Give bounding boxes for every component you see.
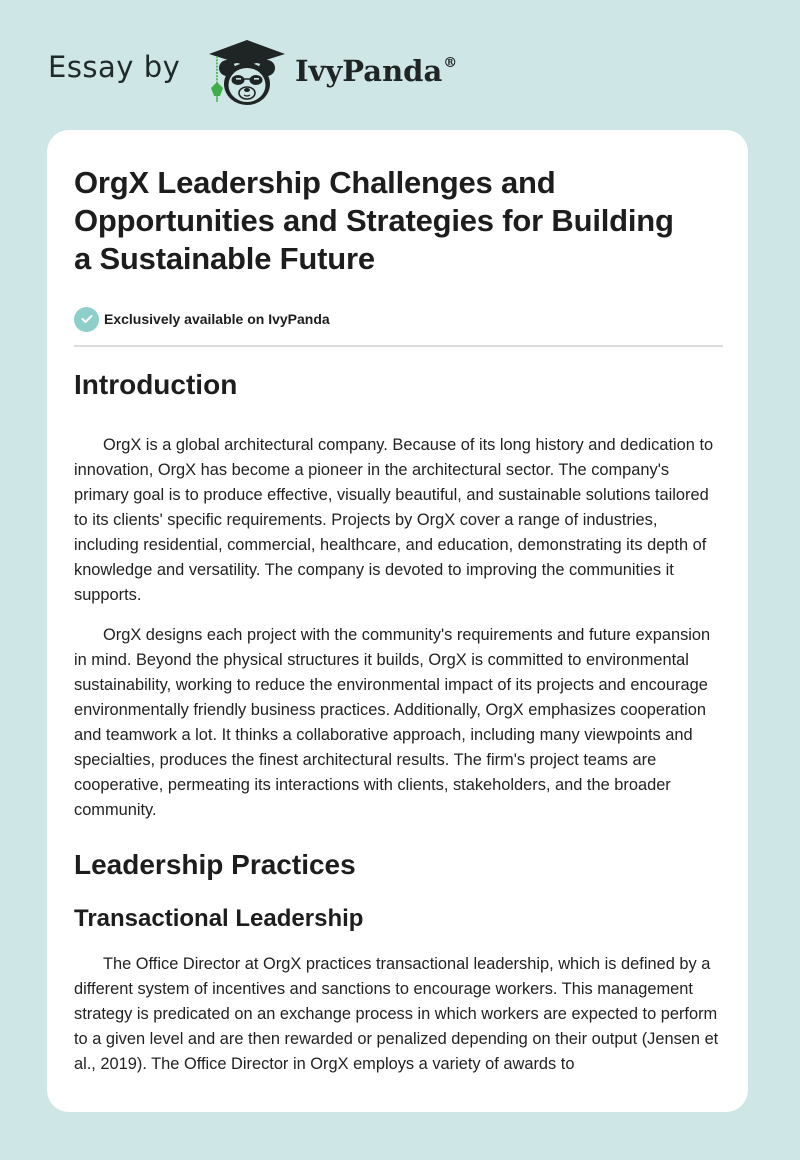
section-heading-introduction: Introduction: [74, 369, 238, 400]
brand-logo-text[interactable]: [295, 54, 457, 88]
essay-by-label: Essay by: [48, 50, 181, 84]
section-heading-leadership-practices: Leadership Practices: [74, 849, 356, 880]
check-circle-icon: [74, 307, 99, 332]
paragraph: OrgX designs each project with the community's requirements and future expansion in mind. Beyond the physical structures it builds, OrgX is committed to environmental sustainability, working to reduce the environmental impact of its projects and encourage environmentally friendly business practices. Additionally, OrgX emphasizes cooperation and teamwork a lot. It thinks a collaborative approach, including many viewpoints and specialties, produces the finest architectural results. The firm's project teams are cooperative, permeating its interactions with clients, stakeholders, and the broader community.: [74, 626, 711, 819]
exclusive-label: Exclusively available on IvyPanda: [104, 311, 330, 327]
title-divider: [74, 345, 723, 347]
essay-title: OrgX Leadership Challenges and Opportunities and Strategies for Building a Sustainable Future: [74, 165, 674, 276]
essay-card: [47, 130, 748, 1112]
exclusive-badge: [74, 306, 330, 332]
panda-graduation-cap-icon[interactable]: [203, 36, 291, 108]
subsection-heading-transactional-leadership: Transactional Leadership: [74, 905, 364, 932]
paragraph: The Office Director at OrgX practices transactional leadership, which is defined by a different system of incentives and sanctions to encourage workers. This management strategy is predicated on an exchange process in which workers are expected to perform to a given level and are then rewarded or penalized depending on their output (Jensen et al., 2019). The Office Director in OrgX employs a variety of awards to: [74, 955, 719, 1073]
site-header: [0, 0, 800, 130]
paragraph: OrgX is a global architectural company. Because of its long history and dedication to innovation, OrgX has become a pioneer in the architectural sector. The company's primary goal is to produce effective, visually beautiful, and sustainable solutions tailored to its clients' specific requirements. Projects by OrgX cover a range of industries, including residential, commercial, healthcare, and education, demonstrating its depth of knowledge and versatility. The company is devoted to improving the communities it supports.: [74, 436, 714, 604]
essay-body: [74, 368, 724, 1077]
brand-name: IvyPanda: [295, 54, 443, 88]
registered-mark: ®: [443, 55, 458, 71]
